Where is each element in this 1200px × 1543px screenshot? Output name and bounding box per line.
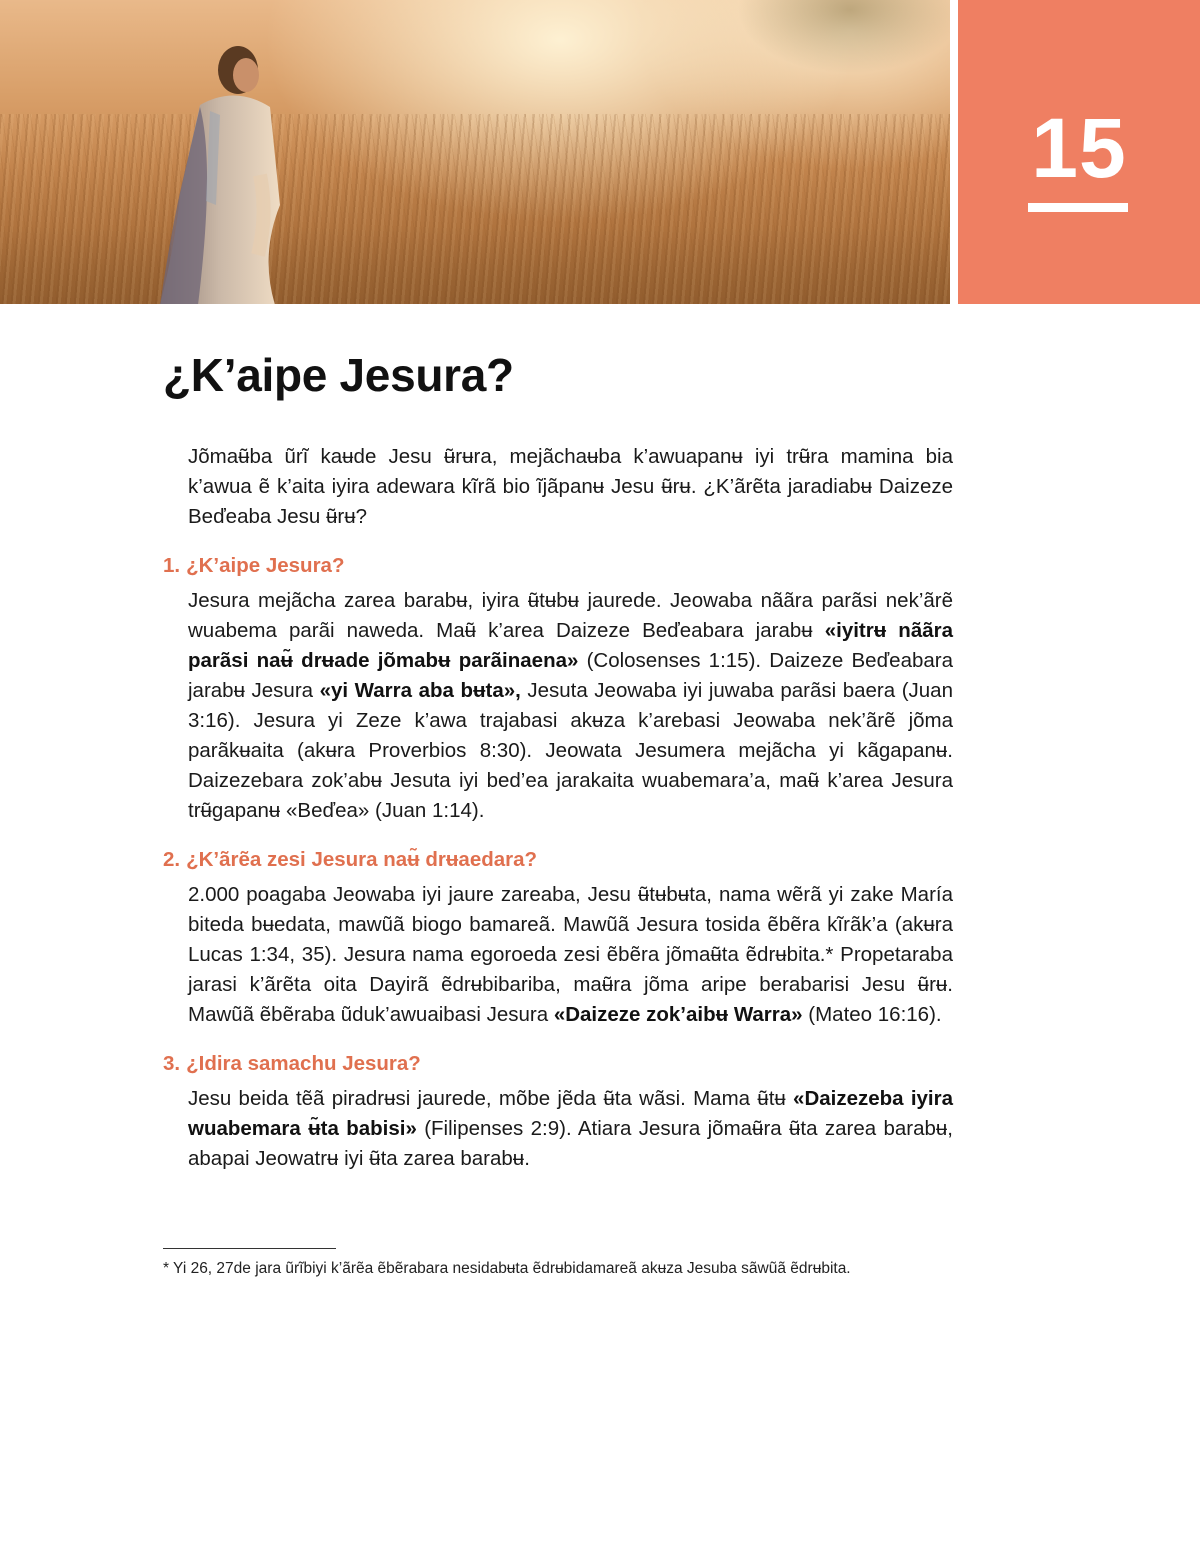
- answer-3-text-a: Jesu beida tẽã piradrʉsi jaurede, mõbe jẽda ʉ̃ta wãsi. Mama ʉ̃tʉ: [188, 1087, 794, 1110]
- answer-2-text-a: 2.000 poagaba Jeowaba iyi jaure zareaba, Jesu ʉ̃tʉbʉta, nama wẽrã yi zake María biteda bʉedata, mawũã biogo bamareã. Mawũã Jesura tosida ẽbẽra kĩrãk’a (akʉra Lucas 1:34, 35). Jesura nama egoroeda zesi ẽbẽra jõmaʉ̃ta ẽdrʉbita.* Propetaraba jarasi k’ãrẽta oita Dayirã ẽdrʉbibariba, maʉ̃ra jõma aripe berabarisi Jesu ʉ̃rʉ. Mawũã ẽbẽraba ũduk’awuaibasi Jesura: [188, 883, 953, 1026]
- footnote-divider: [163, 1248, 336, 1249]
- hero-photo: [0, 0, 950, 304]
- answer-1-text-c: Jesuta Jeowaba iyi juwaba parãsi baera (Juan 3:16). Jesura yi Zeze k’awa trajabasi akʉza k’arebasi Jeowaba nek’ãrẽ jõma parãkʉaita (akʉra Proverbios 8:30). Jeowata Jesumera mejãcha yi kãgapanʉ. Daizezebara zok’abʉ Jesuta iyi bed’ea jarakaita wuabemara’a, maʉ̃ k’area Jesura trʉ̃gapanʉ «Beďea» (Juan 1:14).: [188, 679, 953, 822]
- answer-1-paragraph: [188, 586, 953, 826]
- answer-3-paragraph: [188, 1084, 953, 1174]
- question-3-text: ¿Idira samachu Jesura?: [186, 1052, 421, 1075]
- answer-1-quote-a: «iyitrʉ nããra parãsi naʉ̃ drʉade jõmabʉ parãinaena»: [188, 619, 954, 672]
- question-3-number: 3.: [163, 1052, 181, 1075]
- footnote: * Yi 26, 27de jara ũrĩbiyi k’ãrẽa ẽbẽrabara nesidabʉta ẽdrʉbidamareã akʉza Jesuba sãwũã ẽdrʉbita.: [163, 1260, 851, 1277]
- answer-1-quote-b: «yi Warra aba bʉta»,: [319, 679, 521, 702]
- question-2-text: ¿K’ãrẽa zesi Jesura naʉ̃ drʉaedara?: [186, 848, 538, 871]
- intro-paragraph: Jõmaʉ̃ba ũrĩ kaʉde Jesu ʉ̃rʉra, mejãchaʉba k’awuapanʉ iyi trʉ̃ra mamina bia k’awua ẽ k’aita iyira adewara kĩrã bio ĩjãpanʉ Jesu ʉ̃rʉ. ¿K’ãrẽta jaradiabʉ Daizeze Beďeaba Jesu ʉ̃rʉ?: [188, 445, 953, 528]
- question-2-number: 2.: [163, 848, 181, 871]
- lesson-body: [163, 442, 953, 1174]
- question-1-heading: [163, 554, 953, 578]
- answer-3-quote-a: «Daizezeba iyira wuabemara ʉ̃ta babisi»: [188, 1087, 953, 1140]
- lesson-number-tab: [958, 0, 1200, 304]
- jesus-figure-illustration: [140, 25, 310, 304]
- answer-3-text-b: (Filipenses 2:9). Atiara Jesura jõmaʉ̃ra ʉ̃ta zarea barabʉ, abapai Jeowatrʉ iyi ʉ̃ta zarea barabʉ.: [188, 1117, 953, 1170]
- lesson-number-underline: [1028, 203, 1128, 212]
- question-1-number: 1.: [163, 554, 181, 577]
- page-title: ¿K’aipe Jesura?: [163, 349, 514, 401]
- lesson-number: 15: [1031, 101, 1127, 195]
- answer-2-quote-a: «Daizeze zok’aibʉ Warra»: [553, 1003, 803, 1026]
- question-2-heading: [163, 848, 953, 872]
- answer-1-text-b: (Colosenses 1:15). Daizeze Beďeabara jarabʉ Jesura: [188, 649, 954, 702]
- answer-2-text-b: (Mateo 16:16).: [802, 1003, 942, 1026]
- background-trees: [650, 0, 950, 120]
- answer-1-text-a: Jesura mejãcha zarea barabʉ, iyira ʉ̃tʉbʉ jaurede. Jeowaba nããra parãsi nek’ãrẽ wuabema parãi naweda. Maʉ̃ k’area Daizeze Beďeabara jarabʉ: [188, 589, 953, 642]
- question-1-text: ¿K’aipe Jesura?: [186, 554, 345, 577]
- question-3-heading: [163, 1052, 953, 1076]
- answer-2-paragraph: [188, 880, 953, 1030]
